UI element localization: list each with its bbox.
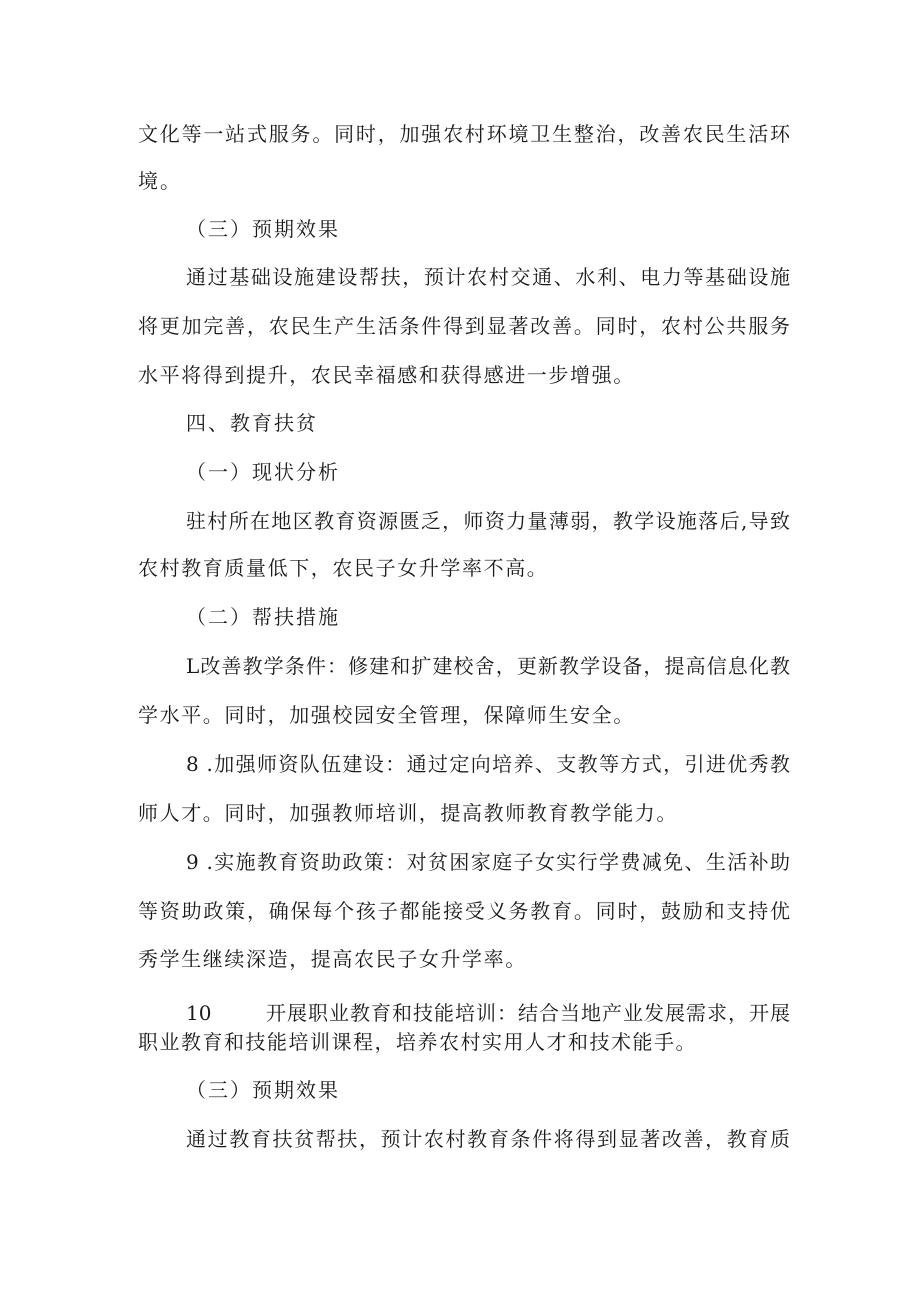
list-item-line: 开展职业教育和技能培训：结合当地产业发展需求，开展 xyxy=(266,1001,790,1025)
paragraph-line: 驻村所在地区教育资源匮乏，师资力量薄弱，教学设施落后,导致 xyxy=(186,509,790,533)
paragraph-line: 通过教育扶贫帮扶，预计农村教育条件将得到显著改善，教育质 xyxy=(186,1127,790,1151)
paragraph-line: 境。 xyxy=(138,169,182,193)
paragraph-line: 文化等一站式服务。同时，加强农村环境卫生整治，改善农民生活环 xyxy=(138,122,790,146)
section-heading: （三）预期效果 xyxy=(186,217,340,241)
list-item-line: 师人才。同时，加强教师培训，提高教师教育教学能力。 xyxy=(138,801,678,825)
list-item-line: 秀学生继续深造，提高农民子女升学率。 xyxy=(138,947,527,971)
list-item-line: 9 .实施教育资助政策：对贫困家庭子女实行学费减免、生活补助 xyxy=(186,850,790,874)
paragraph-line: 通过基础设施建设帮扶，预计农村交通、水利、电力等基础设施 xyxy=(186,265,790,289)
list-item-line: 职业教育和技能培训课程，培养农村实用人才和技术能手。 xyxy=(138,1030,697,1054)
paragraph-line: 农村教育质量低下，农民子女升学率不高。 xyxy=(138,556,549,580)
section-heading: （三）预期效果 xyxy=(186,1078,340,1102)
list-item-line: 学水平。同时，加强校园安全管理，保障师生安全。 xyxy=(138,703,635,727)
section-heading: （二）帮扶措施 xyxy=(186,605,340,629)
paragraph-line: 将更加完善，农民生产生活条件得到显著改善。同时，农村公共服务 xyxy=(138,314,790,338)
list-item-line: 8 .加强师资队伍建设：通过定向培养、支教等方式，引进优秀教 xyxy=(186,752,790,776)
list-item-line: 等资助政策，确保每个孩子都能接受义务教育。同时，鼓励和支持优 xyxy=(138,899,790,923)
list-item-number: 10 xyxy=(186,1001,212,1025)
paragraph-line: 水平将得到提升，农民幸福感和获得感进一步增强。 xyxy=(138,363,635,387)
chapter-heading: 四、教育扶贫 xyxy=(186,411,318,435)
section-heading: （一）现状分析 xyxy=(186,460,340,484)
list-item-line: L改善教学条件：修建和扩建校舍，更新教学设备，提高信息化教 xyxy=(186,654,790,678)
